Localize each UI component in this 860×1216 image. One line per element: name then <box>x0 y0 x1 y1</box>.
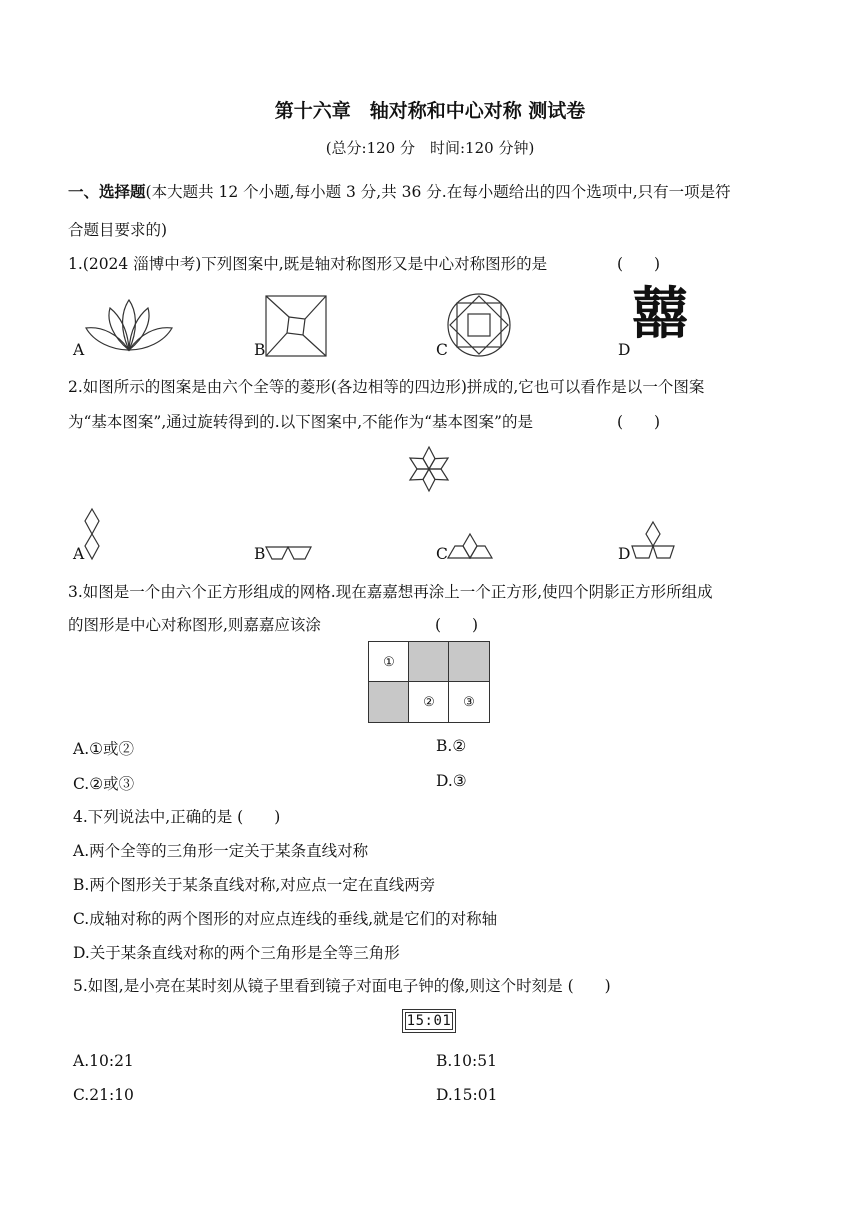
q1-option-a-label: A <box>73 341 85 359</box>
section-heading: 一、选择题 <box>68 183 146 201</box>
q2-stem-line1: 2.如图所示的图案是由六个全等的菱形(各边相等的四边形)拼成的,它也可以看作是以一个图案 <box>68 378 705 396</box>
section-heading-line <box>68 180 731 202</box>
grid-cell-shaded <box>368 681 410 723</box>
q2-figure-a <box>83 508 101 560</box>
q2-option-a-label: A <box>73 545 85 563</box>
q1-figure-b-square <box>265 295 327 357</box>
q5-answer-bracket: ( ) <box>567 977 611 995</box>
grid-cell-2: ② <box>408 681 450 723</box>
q3-answer-bracket: ( ) <box>435 616 479 634</box>
q4-answer-bracket: ( ) <box>237 808 281 826</box>
q3-option-b: B.② <box>436 737 467 755</box>
section-description: (本大题共 12 个小题,每小题 3 分,共 36 分.在每小题给出的四个选项中,只有一项是符 <box>145 183 731 201</box>
q2-figure-d <box>630 520 676 560</box>
exam-meta: (总分:120 分 时间:120 分钟) <box>325 139 535 157</box>
q3-stem-line1: 3.如图是一个由六个正方形组成的网格.现在嘉嘉想再涂上一个正方形,使四个阴影正方形所组成 <box>68 583 713 601</box>
q4-option-d: D.关于某条直线对称的两个三角形是全等三角形 <box>73 944 400 962</box>
q5-option-b: B.10:51 <box>436 1052 497 1070</box>
q3-option-d: D.③ <box>436 772 467 790</box>
q3-grid <box>368 641 490 722</box>
q5-clock-frame <box>402 1009 456 1033</box>
q5-option-c: C.21:10 <box>73 1086 134 1104</box>
q1-answer-bracket: ( ) <box>617 255 661 273</box>
grid-cell-shaded <box>448 641 490 683</box>
q5-stem <box>73 974 611 996</box>
q1-option-b-label: B <box>254 341 266 359</box>
q1-option-c-label: C <box>436 341 448 359</box>
q5-stem-text: 5.如图,是小亮在某时刻从镜子里看到镜子对面电子钟的像,则这个时刻是 <box>73 977 568 995</box>
q1-stem: 1.(2024 淄博中考)下列图案中,既是轴对称图形又是中心对称图形的是 <box>68 255 548 273</box>
q3-option-a: A.①或② <box>73 740 135 758</box>
grid-cell-1: ① <box>368 641 410 683</box>
q4-stem <box>73 805 280 827</box>
q1-figure-d-double-happiness: 囍 <box>632 282 688 347</box>
section-description-cont: 合题目要求的) <box>68 221 168 239</box>
q5-option-a: A.10:21 <box>73 1052 134 1070</box>
q1-figure-a-lotus <box>84 298 174 358</box>
q1-option-d-label: D <box>618 341 631 359</box>
q2-answer-bracket: ( ) <box>617 413 661 431</box>
q4-option-c: C.成轴对称的两个图形的对应点连线的垂线,就是它们的对称轴 <box>73 910 498 928</box>
q2-six-rhombus-star <box>404 443 454 495</box>
q5-option-d: D.15:01 <box>436 1086 498 1104</box>
q2-figure-c <box>447 532 493 560</box>
q5-clock-display: 15:01 <box>406 1013 452 1029</box>
q4-stem-text: 4.下列说法中,正确的是 <box>73 808 238 826</box>
q1-figure-c-circle <box>446 292 512 358</box>
q2-option-c-label: C <box>436 545 448 563</box>
q2-option-d-label: D <box>618 545 631 563</box>
q2-stem-line2: 为“基本图案”,通过旋转得到的.以下图案中,不能作为“基本图案”的是 <box>68 413 533 431</box>
q4-option-a: A.两个全等的三角形一定关于某条直线对称 <box>73 842 369 860</box>
q2-option-b-label: B <box>254 545 266 563</box>
q4-option-b: B.两个图形关于某条直线对称,对应点一定在直线两旁 <box>73 876 436 894</box>
page-title: 第十六章 轴对称和中心对称 测试卷 <box>274 100 586 122</box>
grid-cell-shaded <box>408 641 450 683</box>
grid-cell-3: ③ <box>448 681 490 723</box>
q3-option-c: C.②或③ <box>73 775 135 793</box>
q2-figure-b <box>265 545 313 561</box>
q3-stem-line2: 的图形是中心对称图形,则嘉嘉应该涂 <box>68 616 321 634</box>
